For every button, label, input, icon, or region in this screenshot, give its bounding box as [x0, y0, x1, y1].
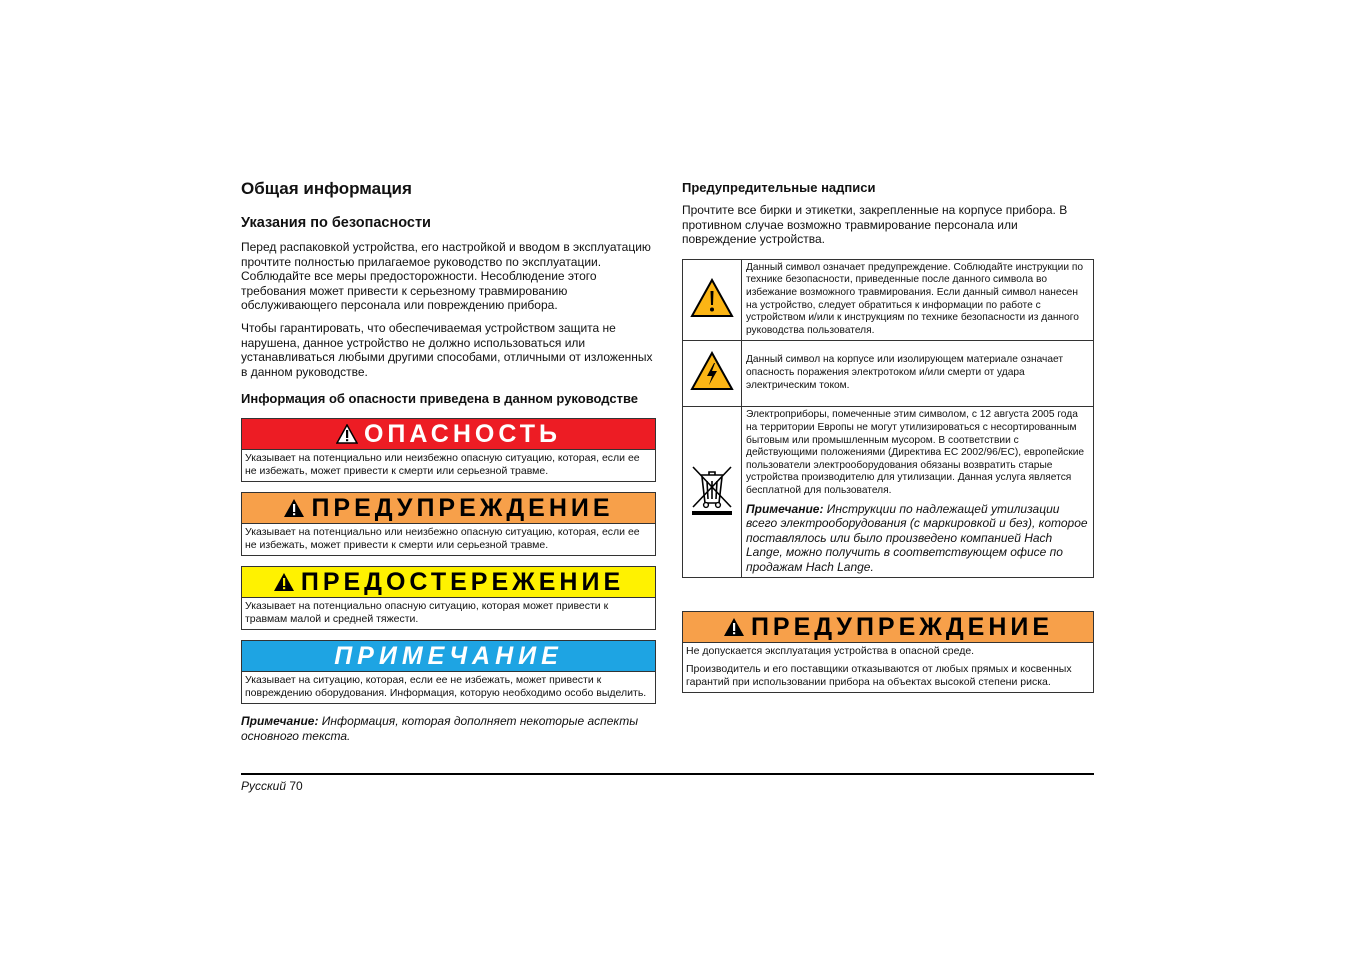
- table-row: [683, 407, 1094, 578]
- footer-language: Русский: [241, 779, 287, 793]
- electric-shock-icon: [690, 351, 734, 391]
- note: [241, 714, 656, 744]
- labels-heading: Предупредительные надписи: [682, 180, 876, 195]
- weee-note-text: Инструкции по надлежащей утилизации всего электрооборудования (с маркировкой и без), которое поставлялось или было произведено компанией Hach Lange, можно получить в соответствующем офисе по продажам Hach Lange.: [746, 501, 1088, 574]
- danger-label: ОПАСНОСТЬ: [363, 420, 562, 449]
- warning-triangle-icon: [273, 572, 295, 592]
- right-column: [682, 178, 1094, 703]
- symbol-description: Данный символ означает предупреждение. Соблюдайте инструкции по технике безопасности, приведенные после данного символа во избежание возможного травмирования. Если данный символ нанесен на устройство, следует обратиться к информации по работе с устройством и/или к инструкциям по технике безопасности из данного руководства пользователя.: [742, 259, 1094, 341]
- warning-label: ПРЕДУПРЕЖДЕНИЕ: [311, 494, 614, 523]
- caution-header: [242, 567, 655, 598]
- equipment-warning-header: [683, 612, 1093, 643]
- page-title: Общая информация: [241, 179, 412, 198]
- danger-text: Указывает на потенциально или неизбежно опасную ситуацию, которая, если ее не избежать, может привести к смерти или серьезной травме.: [245, 452, 640, 478]
- caution-label: ПРЕДОСТЕРЕЖЕНИЕ: [300, 568, 625, 597]
- labels-intro: Прочтите все бирки и этикетки, закрепленные на корпусе прибора. В противном случае возможно травмирование персонала или повреждение устройства.: [682, 203, 1068, 247]
- equipment-warning-line-2: Производитель и его поставщики отказываются от любых прямых и косвенных гарантий при использовании прибора на объектах высокой степени риска.: [686, 663, 1072, 688]
- weee-text: Электроприборы, помеченные этим символом, с 12 августа 2005 года на территории Европы не могут утилизироваться с несортированным бытовым или промышленным мусором. В соответствии с действующими положениями (Директива ЕС 2002/96/EC), европейские пользователи электрооборудования обязаны возвратить старые устройства производителю для утилизации. Данная услуга является бесплатной для пользователя.: [746, 409, 1085, 496]
- page-number: 70: [289, 779, 303, 793]
- warning-triangle-icon: [690, 278, 734, 318]
- hazard-info-heading: Информация об опасности приведена в данном руководстве: [241, 391, 639, 407]
- danger-header: [242, 419, 655, 450]
- note-text: Информация, которая дополняет некоторые аспекты основного текста.: [241, 714, 639, 744]
- equipment-warning-label: ПРЕДУПРЕЖДЕНИЕ: [750, 613, 1054, 641]
- warning-triangle-icon: [723, 617, 745, 637]
- weee-bin-icon: [689, 463, 735, 517]
- equipment-warning-box: [682, 611, 1094, 693]
- notice-label: ПРИМЕЧАНИЕ: [334, 642, 563, 671]
- safety-heading: Указания по безопасности: [241, 215, 431, 231]
- page-footer: [241, 779, 303, 793]
- weee-note-label: Примечание:: [746, 501, 824, 516]
- warning-header: [242, 493, 655, 524]
- warning-box: [241, 492, 656, 556]
- symbol-cell: [683, 407, 742, 578]
- weee-note: [746, 502, 1089, 575]
- caution-text: Указывает на потенциально опасную ситуацию, которая может привести к травмам малой и средней тяжести.: [245, 600, 609, 626]
- symbols-table: [682, 259, 1094, 578]
- danger-box: [241, 418, 656, 482]
- symbol-cell: [683, 259, 742, 341]
- notice-box: [241, 640, 656, 704]
- equipment-warning-body: [683, 643, 1093, 692]
- safety-paragraph-1: Перед распаковкой устройства, его настройкой и вводом в эксплуатацию прочтите полностью прилагаемое руководство по эксплуатации. Соблюдайте все меры предосторожности. Несоблюдение этого требования может привести к серьезному травмированию обслуживающего персонала или повреждению прибора.: [241, 240, 651, 313]
- note-label: Примечание:: [241, 714, 319, 729]
- safety-paragraph-2: Чтобы гарантировать, что обеспечиваемая устройством защита не нарушена, данное устройство не должно использоваться или устанавливаться любыми другими способами, отличными от изложенных в данном руководстве.: [241, 320, 653, 379]
- table-row: [683, 259, 1094, 341]
- equipment-warning-line-1: Не допускается эксплуатация устройства в опасной среде.: [686, 645, 975, 657]
- warning-triangle-icon: [283, 498, 305, 518]
- symbol-description: [742, 341, 1094, 407]
- notice-text: Указывает на ситуацию, которая, если ее не избежать, может привести к повреждению оборудования. Информация, которую необходимо особо выделить.: [245, 674, 647, 700]
- symbol-description: [742, 407, 1094, 578]
- notice-header: [242, 641, 655, 672]
- left-column: [241, 178, 656, 744]
- caution-box: [241, 566, 656, 630]
- table-row: [683, 341, 1094, 407]
- warning-triangle-icon: [336, 424, 358, 444]
- warning-text: Указывает на потенциально или неизбежно опасную ситуацию, которая, если ее не избежать, может привести к смерти или серьезной травме.: [245, 526, 640, 552]
- symbol-cell: [683, 341, 742, 407]
- footer-divider: [241, 773, 1094, 775]
- symbol-description-text: Данный символ на корпусе или изолирующем материале означает опасность поражения электротоком и/или смерти от удара электрическим током.: [746, 354, 1063, 391]
